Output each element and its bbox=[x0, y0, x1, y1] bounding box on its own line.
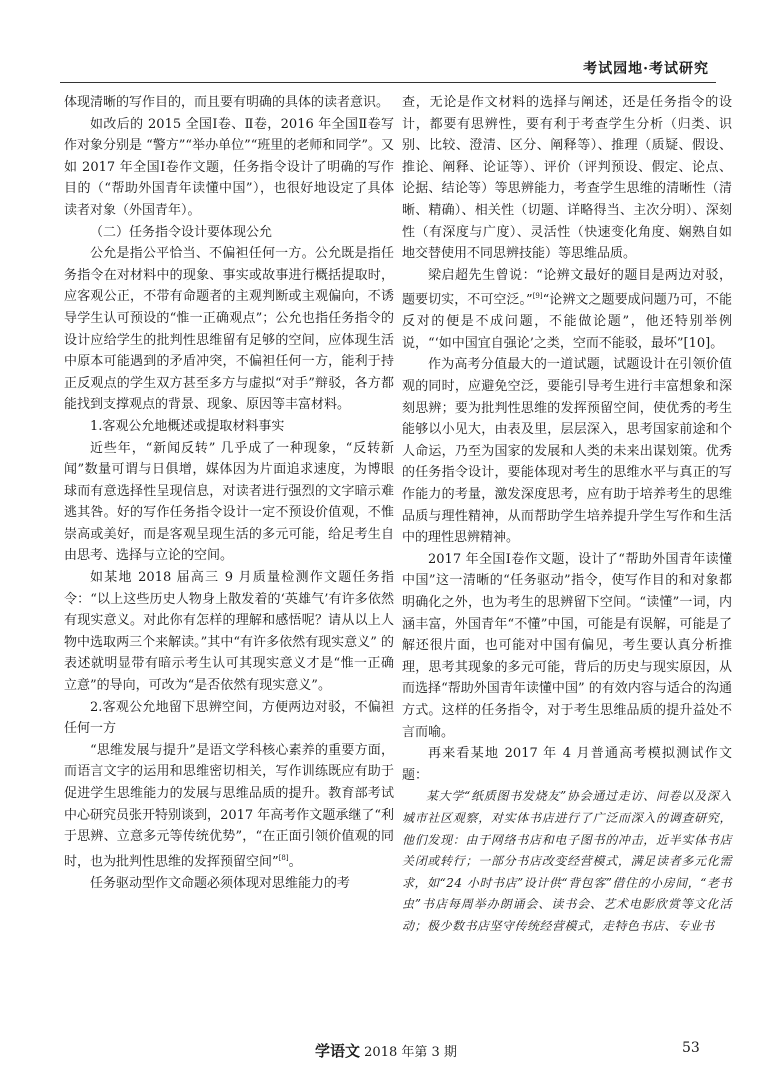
paragraph-text: 再来看某地 2017 年 4 月普通高考模拟测试作文题： bbox=[402, 746, 732, 783]
page-footer bbox=[0, 1040, 774, 1060]
section-heading bbox=[64, 222, 394, 244]
section-heading bbox=[64, 697, 394, 740]
paragraph-text: 1.客观公允地概述或提取材料事实 bbox=[90, 418, 285, 434]
left-column bbox=[64, 92, 394, 894]
journal-name: 学语文 bbox=[315, 1042, 361, 1060]
header-divider bbox=[60, 82, 716, 83]
paragraph-text: 作为高考分值最大的一道试题，试题设计在引领价值观的同时，应避免空泛，要能引导考生进行丰富想象和深刻思辨；要为批判性思维的发挥预留空间，使优秀的考生能够以小见大，由表及里，层层深入，思考国家前途和个人命运，乃至为国家的发展和人类的未来出谋划策。优秀的任务指令设计，要能体现对考生的思维水平与真正的写作能力的考量，激发深度思考，应有助于培养考生的思维品质与理性精神，从而帮助学生培养提升学生写作和生活中的理性思辨精神。 bbox=[402, 357, 732, 546]
paragraph bbox=[64, 438, 394, 568]
citation-ref: [9] bbox=[532, 292, 543, 301]
paragraph-text: 任务驱动型作文命题必须体现对思维能力的考 bbox=[90, 875, 351, 891]
journal-issue bbox=[315, 1040, 457, 1061]
paragraph-text: 2.客观公允地留下思辨空间，方便两边对驳，不偏袒任何一方 bbox=[64, 699, 394, 737]
paragraph-text: “思维发展与提升”是语文学科核心素养的重要方面，而语言文字的运用和思维密切相关，写作训练既应有助于促进学生思维能力的发展与思维品质的提升。教育部考试中心研究员张开特别谈到，2017 年高考作文题承继了“利于思辨、立意多元等传统优势”，“在正面引领价值观的同时，也为批判性思维的发挥预留空间” bbox=[64, 742, 394, 870]
paragraph-text: （二）任务指令设计要体现公允 bbox=[90, 224, 273, 240]
issue-label: 2018 年第 3 期 bbox=[360, 1045, 457, 1060]
paragraph bbox=[402, 549, 732, 743]
paragraph bbox=[402, 92, 732, 265]
paragraph bbox=[64, 567, 394, 697]
right-column bbox=[402, 92, 732, 937]
paragraph bbox=[402, 743, 732, 786]
paragraph bbox=[402, 265, 732, 355]
running-header: 考试园地·考试研究 bbox=[583, 61, 709, 77]
paragraph-text: 查，无论是作文材料的选择与阐述，还是任务指令的设计，都要有思辨性，要有利于考查学生分析（归类、识别、比较、澄清、区分、阐释等）、推理（质疑、假设、推论、阐释、论证等）、评价（评判预设、假定、论点、论据、结论等）等思辨能力，考查学生思维的清晰性（清晰、精确）、相关性（切题、详略得当、主次分明）、深刻性（有深度与广度）、灵活性（快速变化角度、娴熟自如地交替使用不同思辨技能）等思维品质。 bbox=[402, 95, 732, 262]
paragraph-text-tail: “论辨文之题要成问题乃可，不能反对的便是不成问题，不能做论题”，他还特别举例说，“‘如中国宜自强论’之类，空而不能驳，最坏”[10]。 bbox=[402, 292, 732, 351]
paragraph-text: 某大学“纸质图书发烧友”协会通过走访、问卷以及深入城市社区观察，对实体书店进行了广泛而深入的调查研究，他们发现：由于网络书店和电子图书的冲击，近半实体书店关闭或转行；一部分书店改变经营模式，满足读者多元化需求，如“24 小时书店”设计供“背包客”借住的小房间，“老书虫”书店每周举办朗诵会、读书会、艺术电影欣赏等文化活动；极少数书店坚守传统经营模式，走特色书店、专业书 bbox=[402, 789, 732, 933]
quoted-material bbox=[402, 786, 732, 937]
paragraph bbox=[64, 873, 394, 895]
paragraph-text: 梁启超先生曾说：“论辨文最好的题目是两边对驳，题要切实，不可空泛。” bbox=[402, 267, 732, 308]
paragraph bbox=[64, 740, 394, 873]
paragraph bbox=[64, 114, 394, 222]
paragraph-text: 近些年，“新闻反转” 几乎成了一种现象，“反转新闻”数量可谓与日俱增，媒体因为片面追求速度，为博眼球而有意选择性呈现信息，对读者进行强烈的文字暗示难逃其咎。好的写作任务指令设计一定不预设价值观，不惟崇高或美好，而是客观呈现生活的多元可能，给足考生自由思考、选择与立论的空间。 bbox=[64, 440, 394, 564]
paragraph-text: 如某地 2018 届高三 9 月质量检测作文题任务指令：“以上这些历史人物身上散发着的‘英雄气’有许多依然有现实意义。对此你有怎样的理解和感悟呢？请从以上人物中选取两三个来解读。”其中“有许多依然有现实意义” 的表述就明显带有暗示考生认可其现实意义才是“惟一正确立意”的导向，可改为“是否依然有现实意义”。 bbox=[64, 570, 394, 694]
section-heading bbox=[64, 416, 394, 438]
paragraph-text: 公允是指公平恰当、不偏袒任何一方。公允既是指任务指令在对材料中的现象、事实或故事进行概括提取时，应客观公正，不带有命题者的主观判断或主观偏向，不诱导学生认可预设的“惟一正确观点”；公允也指任务指令的设计应给学生的批判性思维留有足够的空间，应体现生活中原本可能遇到的矛盾冲突，不偏袒任何一方，能利于持正反观点的学生双方甚至多方与虚拟“对手”辩驳，各方都能找到支撑观点的背景、现象、原因等丰富材料。 bbox=[64, 246, 394, 413]
paragraph bbox=[64, 92, 394, 114]
citation-ref: [8] bbox=[278, 853, 289, 862]
paragraph bbox=[64, 243, 394, 416]
paragraph bbox=[402, 354, 732, 548]
paragraph-text: 如改后的 2015 全国Ⅰ卷、Ⅱ卷，2016 年全国Ⅱ卷写作对象分别是 “警方”“举办单位”“班里的老师和同学”。又如 2017 年全国Ⅰ卷作文题，任务指令设计了明确的写作目的（“帮助外国青年读懂中国”），也很好地设定了具体读者对象（外国青年）。 bbox=[64, 116, 395, 218]
paragraph-text: 2017 年全国Ⅰ卷作文题，设计了“帮助外国青年读懂中国”这一清晰的“任务驱动”指令，使写作目的和对象都明确化之外，也为考生的思辨留下空间。“读懂”一词，内涵丰富，外国青年“不懂”中国，可能是有误解，可能是了解还很片面，也可能对中国有偏见，考生要认真分析推理，思考其现象的多元可能，背后的历史与现实原因，从而选择“帮助外国青年读懂中国” 的有效内容与适合的沟通方式。这样的任务指令，对于考生思维品质的提升益处不言而喻。 bbox=[402, 551, 732, 740]
page-number: 53 bbox=[682, 1040, 700, 1056]
paragraph-text-tail: 。 bbox=[288, 854, 302, 870]
paragraph-text: 体现清晰的写作目的，而且要有明确的具体的读者意识。 bbox=[64, 95, 390, 110]
